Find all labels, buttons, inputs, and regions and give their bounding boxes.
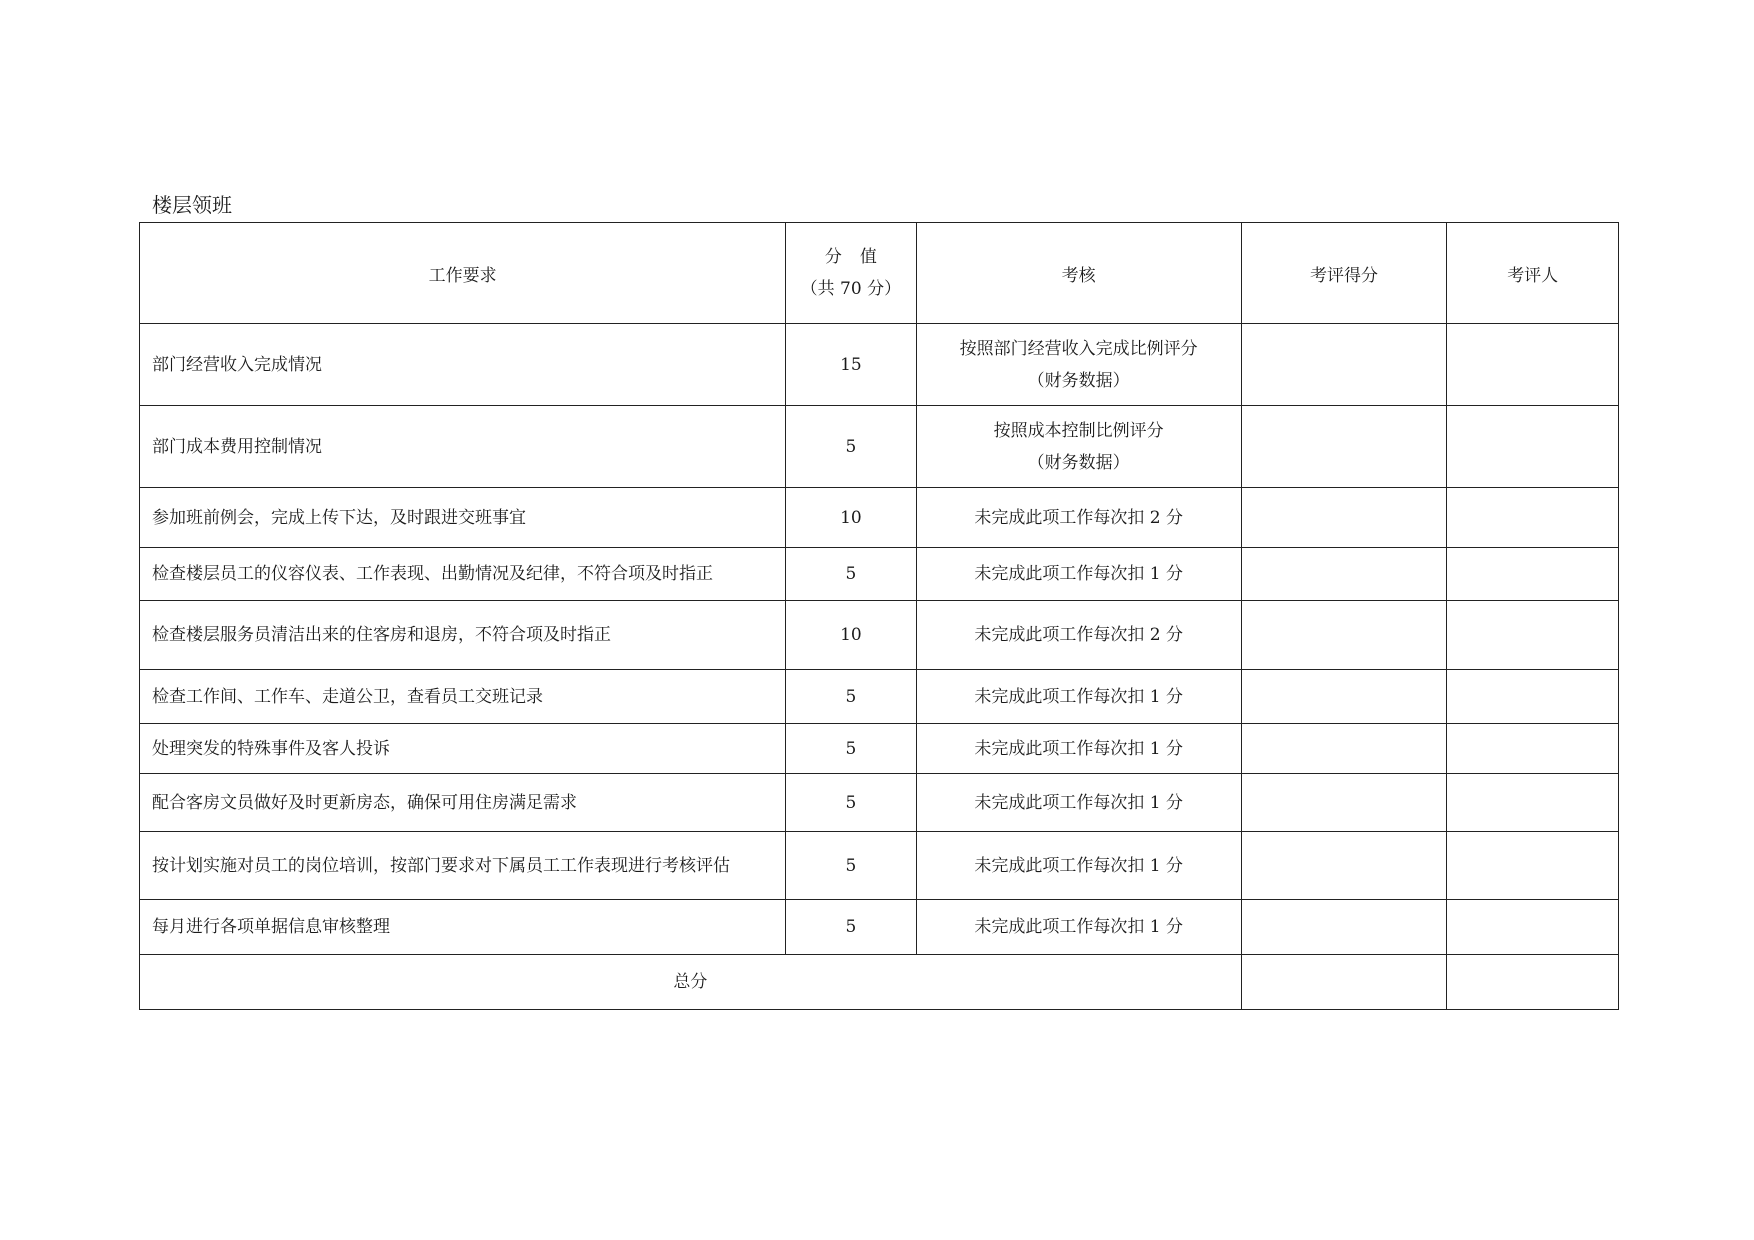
table-row — [140, 488, 1619, 548]
eval-score-cell[interactable] — [1241, 324, 1447, 406]
eval-score-cell[interactable] — [1241, 900, 1447, 955]
assessment-cell — [916, 324, 1241, 406]
assessment-cell: 未完成此项工作每次扣 1 分 — [916, 548, 1241, 601]
header-score — [786, 223, 916, 324]
evaluator-cell[interactable] — [1447, 832, 1619, 900]
score-cell: 5 — [786, 724, 916, 774]
header-score-label: 分值 — [824, 247, 895, 267]
eval-score-cell[interactable] — [1241, 488, 1447, 548]
total-label: 总分 — [140, 955, 1242, 1010]
table-row — [140, 724, 1619, 774]
header-requirement: 工作要求 — [140, 223, 786, 324]
requirement-cell: 部门经营收入完成情况 — [140, 324, 786, 406]
assessment-cell: 未完成此项工作每次扣 1 分 — [916, 774, 1241, 832]
evaluator-cell[interactable] — [1447, 406, 1619, 488]
requirement-cell: 参加班前例会，完成上传下达，及时跟进交班事宜 — [140, 488, 786, 548]
requirement-cell: 处理突发的特殊事件及客人投诉 — [140, 724, 786, 774]
evaluator-cell[interactable] — [1447, 774, 1619, 832]
assessment-source: （财务数据） — [1027, 370, 1130, 391]
table-row — [140, 406, 1619, 488]
eval-score-cell[interactable] — [1241, 670, 1447, 724]
eval-score-cell[interactable] — [1241, 832, 1447, 900]
header-evaluator: 考评人 — [1447, 223, 1619, 324]
eval-score-cell[interactable] — [1241, 548, 1447, 601]
score-cell: 10 — [786, 488, 916, 548]
score-cell: 5 — [786, 900, 916, 955]
evaluator-cell[interactable] — [1447, 900, 1619, 955]
eval-score-cell[interactable] — [1241, 601, 1447, 670]
eval-score-cell[interactable] — [1241, 724, 1447, 774]
requirement-cell: 检查工作间、工作车、走道公卫，查看员工交班记录 — [140, 670, 786, 724]
table-row — [140, 774, 1619, 832]
assessment-cell: 未完成此项工作每次扣 1 分 — [916, 900, 1241, 955]
table-row — [140, 601, 1619, 670]
total-row — [140, 955, 1619, 1010]
table-row — [140, 324, 1619, 406]
score-cell: 5 — [786, 406, 916, 488]
assessment-rule: 按照部门经营收入完成比例评分 — [959, 338, 1198, 359]
evaluator-cell[interactable] — [1447, 724, 1619, 774]
eval-score-cell[interactable] — [1241, 774, 1447, 832]
requirement-cell: 检查楼层服务员清洁出来的住客房和退房，不符合项及时指正 — [140, 601, 786, 670]
assessment-source: （财务数据） — [1027, 452, 1130, 473]
assessment-cell: 未完成此项工作每次扣 1 分 — [916, 670, 1241, 724]
evaluator-cell[interactable] — [1447, 488, 1619, 548]
table-row — [140, 900, 1619, 955]
evaluator-cell[interactable] — [1447, 601, 1619, 670]
table-row — [140, 670, 1619, 724]
header-eval-score: 考评得分 — [1241, 223, 1447, 324]
header-assessment: 考核 — [916, 223, 1241, 324]
requirement-cell: 每月进行各项单据信息审核整理 — [140, 900, 786, 955]
total-evaluator-cell[interactable] — [1447, 955, 1619, 1010]
score-cell: 15 — [786, 324, 916, 406]
assessment-cell: 未完成此项工作每次扣 1 分 — [916, 832, 1241, 900]
assessment-rule: 按照成本控制比例评分 — [993, 420, 1164, 441]
requirement-cell: 按计划实施对员工的岗位培训，按部门要求对下属员工工作表现进行考核评估 — [140, 832, 786, 900]
score-cell: 5 — [786, 548, 916, 601]
evaluator-cell[interactable] — [1447, 324, 1619, 406]
assessment-cell: 未完成此项工作每次扣 2 分 — [916, 601, 1241, 670]
header-score-total: （共 70 分） — [800, 279, 902, 299]
evaluation-table — [139, 222, 1619, 1010]
evaluator-cell[interactable] — [1447, 670, 1619, 724]
table-row — [140, 548, 1619, 601]
table-row — [140, 832, 1619, 900]
header-row — [140, 223, 1619, 324]
assessment-cell — [916, 406, 1241, 488]
assessment-cell: 未完成此项工作每次扣 1 分 — [916, 724, 1241, 774]
page-title: 楼层领班 — [152, 193, 232, 217]
assessment-cell: 未完成此项工作每次扣 2 分 — [916, 488, 1241, 548]
score-cell: 10 — [786, 601, 916, 670]
score-cell: 5 — [786, 832, 916, 900]
evaluator-cell[interactable] — [1447, 548, 1619, 601]
requirement-cell: 配合客房文员做好及时更新房态，确保可用住房满足需求 — [140, 774, 786, 832]
score-cell: 5 — [786, 774, 916, 832]
eval-score-cell[interactable] — [1241, 406, 1447, 488]
total-eval-score-cell[interactable] — [1241, 955, 1447, 1010]
score-cell: 5 — [786, 670, 916, 724]
requirement-cell: 检查楼层员工的仪容仪表、工作表现、出勤情况及纪律，不符合项及时指正 — [140, 548, 786, 601]
requirement-cell: 部门成本费用控制情况 — [140, 406, 786, 488]
